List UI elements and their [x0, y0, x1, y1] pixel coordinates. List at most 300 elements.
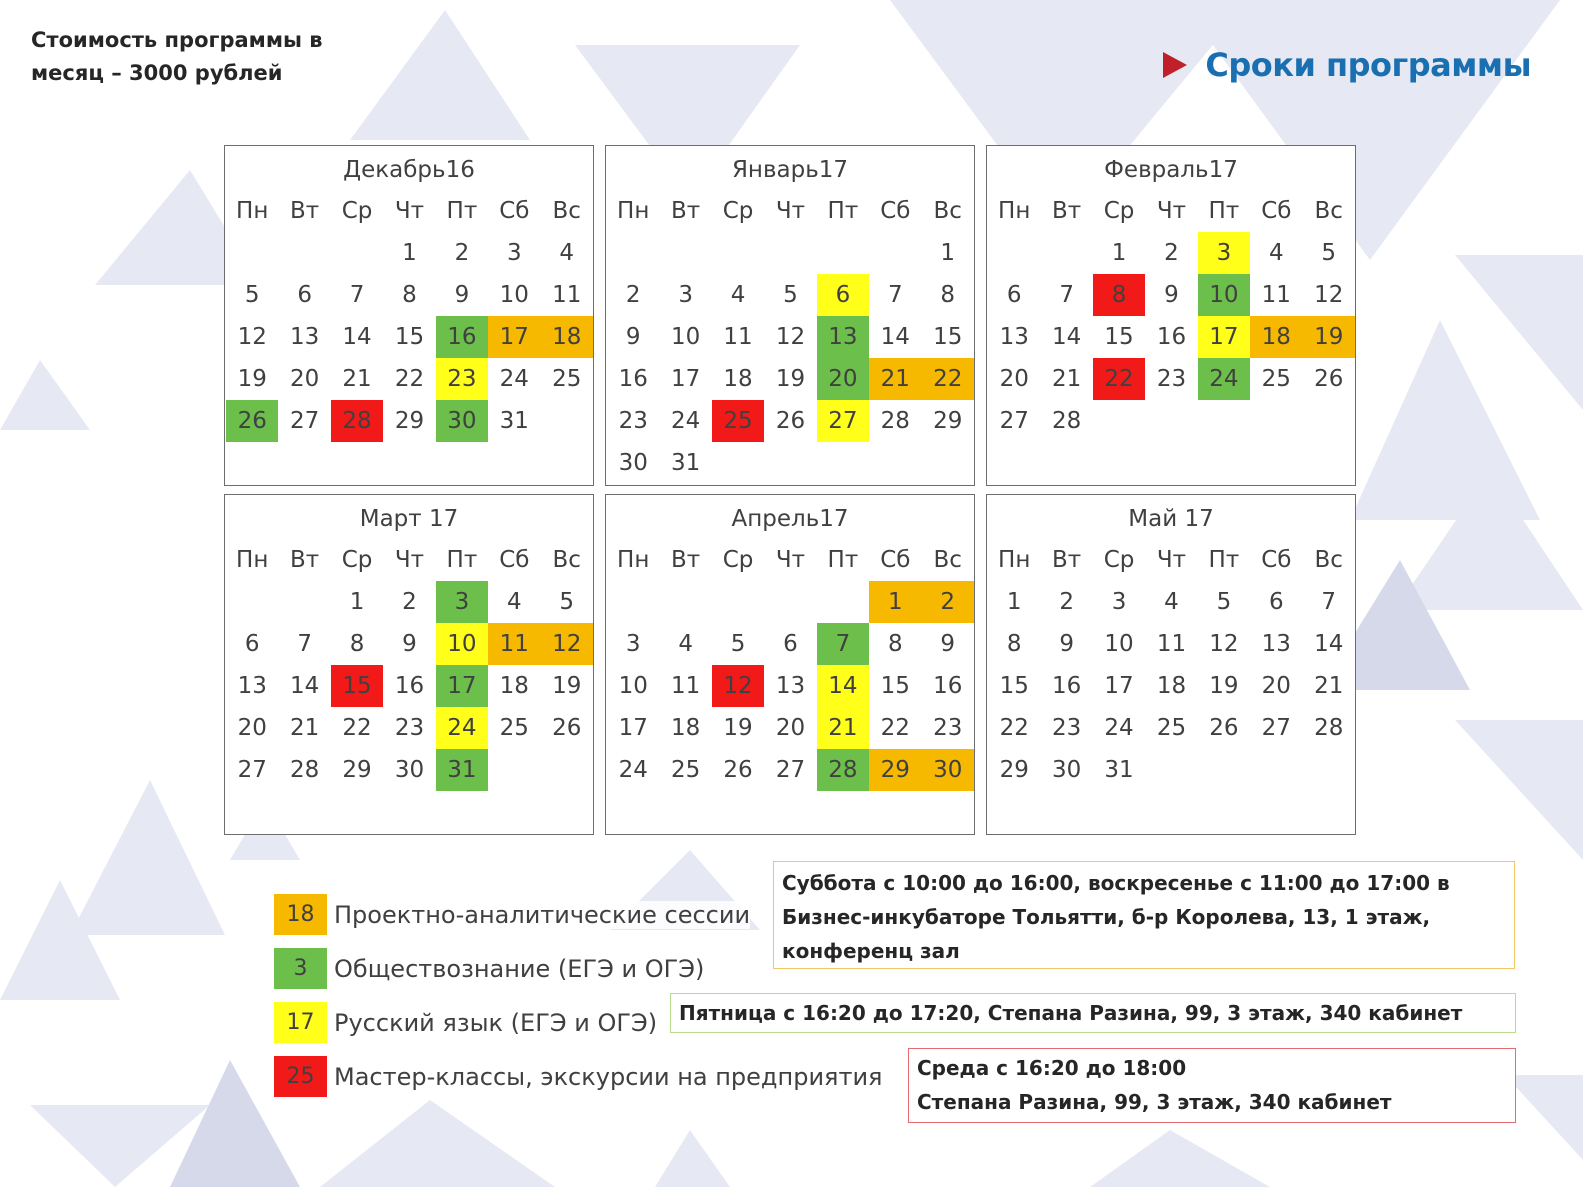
- day-cell: 22: [999, 715, 1029, 741]
- day-cell: 17: [1104, 673, 1134, 699]
- day-cell: 4: [1164, 589, 1179, 615]
- day-cell: 23: [1156, 366, 1187, 392]
- day-cell: 15: [880, 673, 910, 699]
- week-row: [988, 623, 1355, 665]
- empty-day-cell: [659, 581, 711, 623]
- day-cell: 31: [436, 749, 488, 791]
- legend-label: Обществознание (ЕГЭ и ОГЭ): [334, 954, 705, 983]
- day-cell: 28: [289, 757, 320, 783]
- empty-day-cell: [712, 232, 764, 274]
- day-cell: 15: [999, 673, 1029, 699]
- empty-day-cell: [541, 749, 593, 791]
- day-cell: 29: [394, 408, 425, 434]
- day-cell: 17: [488, 316, 540, 358]
- day-cell: 19: [237, 366, 267, 392]
- legend-label: Проектно-аналитические сессии: [334, 900, 751, 929]
- weekday-label: Вт: [1052, 198, 1082, 224]
- day-cell: 3: [1198, 232, 1250, 274]
- empty-day-cell: [817, 581, 869, 623]
- day-cell: 16: [933, 673, 963, 699]
- day-cell: 19: [552, 673, 582, 699]
- day-cell: 11: [488, 623, 540, 665]
- week-row: [226, 274, 593, 316]
- empty-day-cell: [869, 232, 921, 274]
- day-cell: 16: [1156, 324, 1187, 350]
- day-cell: 3: [507, 240, 522, 266]
- weekday-label: Вс: [1314, 547, 1343, 573]
- info-box-wednesday: [908, 1048, 1516, 1123]
- day-cell: 21: [289, 715, 320, 741]
- empty-day-cell: [607, 581, 659, 623]
- day-cell: 23: [394, 715, 425, 741]
- day-cell: 10: [499, 282, 529, 308]
- weekday-label: Ср: [722, 547, 754, 573]
- day-cell: 27: [289, 408, 320, 434]
- weekday-label: Ср: [341, 547, 373, 573]
- day-cell: 8: [1093, 274, 1145, 316]
- day-cell: 13: [999, 324, 1029, 350]
- day-cell: 2: [922, 581, 974, 623]
- day-cell: 18: [499, 673, 529, 699]
- day-cell: 21: [817, 707, 869, 749]
- day-cell: 14: [880, 324, 910, 350]
- day-cell: 7: [817, 623, 869, 665]
- day-cell: 6: [297, 282, 312, 308]
- day-cell: 5: [559, 589, 575, 615]
- day-cell: 9: [625, 324, 641, 350]
- day-cell: 18: [670, 715, 701, 741]
- info-weekend-line-3: конференц зал: [782, 939, 960, 963]
- weekday-label: Вс: [552, 547, 581, 573]
- day-cell: 27: [1261, 715, 1291, 741]
- day-cell: 8: [349, 631, 365, 657]
- empty-day-cell: [278, 581, 330, 623]
- day-cell: 4: [507, 589, 522, 615]
- weekday-header: [988, 539, 1355, 581]
- month-name: Март 17: [359, 506, 459, 532]
- day-cell: 30: [618, 450, 648, 476]
- day-cell: 1: [1111, 240, 1127, 266]
- empty-day-cell: [607, 232, 659, 274]
- month-calendar: [224, 494, 594, 835]
- day-cell: 17: [618, 715, 648, 741]
- day-cell: 2: [402, 589, 417, 615]
- week-row: [607, 581, 974, 623]
- day-cell: 3: [625, 631, 641, 657]
- week-row: [226, 316, 593, 358]
- weekday-label: Пт: [1208, 198, 1240, 224]
- day-cell: 29: [933, 408, 963, 434]
- day-cell: 19: [1303, 316, 1355, 358]
- day-cell: 21: [869, 358, 921, 400]
- day-cell: 11: [670, 673, 701, 699]
- day-cell: 19: [775, 366, 806, 392]
- month-name: Май 17: [1128, 506, 1214, 532]
- weekday-label: Ср: [1103, 547, 1135, 573]
- day-cell: 31: [670, 450, 701, 476]
- day-cell: 24: [670, 408, 701, 434]
- price-line-2: месяц – 3000 рублей: [31, 61, 283, 85]
- day-cell: 14: [289, 673, 320, 699]
- day-cell: 4: [730, 282, 746, 308]
- weekday-label: Чт: [394, 198, 425, 224]
- day-cell: 25: [552, 366, 582, 392]
- empty-day-cell: [817, 442, 869, 484]
- weekday-label: Вс: [552, 198, 581, 224]
- day-cell: 26: [1209, 715, 1239, 741]
- weekday-label: Пт: [1208, 547, 1240, 573]
- day-cell: 7: [297, 631, 312, 657]
- day-cell: 16: [436, 316, 488, 358]
- weekday-label: Пн: [998, 198, 1031, 224]
- day-cell: 8: [402, 282, 417, 308]
- weekday-header: [226, 190, 593, 232]
- week-row: [988, 316, 1355, 358]
- empty-day-cell: [922, 442, 974, 484]
- day-cell: 13: [289, 324, 320, 350]
- day-cell: 24: [436, 707, 488, 749]
- day-cell: 15: [331, 665, 383, 707]
- empty-day-cell: [1040, 232, 1092, 274]
- empty-day-cell: [1303, 749, 1355, 791]
- day-cell: 9: [1164, 282, 1179, 308]
- day-cell: 20: [817, 358, 869, 400]
- day-cell: 29: [999, 757, 1029, 783]
- day-cell: 19: [723, 715, 753, 741]
- weekday-label: Сб: [499, 198, 530, 224]
- weekday-label: Вс: [933, 198, 962, 224]
- month-name: Апрель17: [731, 506, 849, 532]
- weekday-label: Пн: [617, 198, 650, 224]
- day-cell: 9: [454, 282, 470, 308]
- day-cell: 13: [1261, 631, 1291, 657]
- week-row: [988, 707, 1355, 749]
- day-cell: 12: [712, 665, 764, 707]
- empty-day-cell: [1198, 400, 1250, 442]
- day-cell: 9: [940, 631, 956, 657]
- week-row: [988, 232, 1355, 274]
- day-cell: 11: [723, 324, 753, 350]
- day-cell: 28: [1051, 408, 1082, 434]
- price-line-1: Стоимость программы в: [31, 28, 323, 52]
- weekday-label: Ср: [341, 198, 373, 224]
- week-row: [607, 274, 974, 316]
- day-cell: 16: [394, 673, 425, 699]
- day-cell: 3: [678, 282, 693, 308]
- day-cell: 27: [237, 757, 267, 783]
- day-cell: 18: [1156, 673, 1187, 699]
- empty-day-cell: [488, 749, 540, 791]
- day-cell: 1: [869, 581, 921, 623]
- month-calendar: [986, 494, 1356, 835]
- day-cell: 24: [1104, 715, 1134, 741]
- day-cell: 14: [817, 665, 869, 707]
- week-row: [988, 358, 1355, 400]
- month-calendar: [224, 145, 594, 486]
- day-cell: 25: [499, 715, 529, 741]
- day-cell: 27: [999, 408, 1029, 434]
- day-cell: 22: [922, 358, 974, 400]
- weekday-label: Пн: [998, 547, 1031, 573]
- week-row: [607, 358, 974, 400]
- empty-day-cell: [764, 581, 816, 623]
- day-cell: 7: [1059, 282, 1074, 308]
- day-cell: 25: [1261, 366, 1291, 392]
- info-weekend-line-1: Суббота с 10:00 до 16:00, воскресенье с 11:00 до 17:00 в: [782, 871, 1450, 895]
- day-cell: 23: [618, 408, 648, 434]
- week-row: [226, 400, 593, 442]
- day-cell: 1: [1006, 589, 1022, 615]
- day-cell: 2: [1059, 589, 1074, 615]
- empty-day-cell: [331, 232, 383, 274]
- week-row: [607, 707, 974, 749]
- weekday-label: Сб: [1261, 547, 1292, 573]
- week-row: [988, 581, 1355, 623]
- day-cell: 8: [1006, 631, 1022, 657]
- weekday-label: Вт: [290, 547, 320, 573]
- weekday-label: Вт: [671, 198, 701, 224]
- day-cell: 28: [331, 400, 383, 442]
- info-wednesday-line-2: Степана Разина, 99, 3 этаж, 340 кабинет: [917, 1090, 1392, 1114]
- day-cell: 6: [1269, 589, 1284, 615]
- legend-swatch: 18: [274, 894, 327, 935]
- empty-day-cell: [764, 232, 816, 274]
- day-cell: 30: [394, 757, 425, 783]
- day-cell: 12: [775, 324, 806, 350]
- day-cell: 31: [1104, 757, 1134, 783]
- weekday-label: Вс: [933, 547, 962, 573]
- day-cell: 24: [499, 366, 529, 392]
- day-cell: 21: [1051, 366, 1082, 392]
- empty-day-cell: [869, 442, 921, 484]
- month-name: Февраль17: [1104, 157, 1238, 183]
- info-wednesday-line-1: Среда с 16:20 до 18:00: [917, 1056, 1187, 1080]
- day-cell: 28: [880, 408, 910, 434]
- day-cell: 2: [454, 240, 470, 266]
- program-terms-heading: [1163, 46, 1531, 84]
- day-cell: 21: [1314, 673, 1344, 699]
- weekday-label: Чт: [775, 198, 806, 224]
- day-cell: 12: [1209, 631, 1239, 657]
- day-cell: 27: [817, 400, 869, 442]
- day-cell: 4: [559, 240, 575, 266]
- weekday-header: [226, 539, 593, 581]
- empty-day-cell: [1145, 749, 1197, 791]
- day-cell: 13: [817, 316, 869, 358]
- day-cell: 28: [1314, 715, 1344, 741]
- day-cell: 28: [817, 749, 869, 791]
- day-cell: 6: [244, 631, 260, 657]
- legend-swatch: 3: [274, 948, 327, 989]
- day-cell: 22: [342, 715, 372, 741]
- day-cell: 27: [775, 757, 806, 783]
- day-cell: 9: [402, 631, 417, 657]
- day-cell: 10: [618, 673, 648, 699]
- day-cell: 2: [625, 282, 641, 308]
- day-cell: 7: [888, 282, 903, 308]
- empty-day-cell: [1145, 400, 1197, 442]
- day-cell: 17: [436, 665, 488, 707]
- weekday-label: Пт: [446, 198, 478, 224]
- day-cell: 6: [1006, 282, 1022, 308]
- day-cell: 6: [817, 274, 869, 316]
- info-friday-line: Пятница с 16:20 до 17:20, Степана Разина, 99, 3 этаж, 340 кабинет: [679, 1001, 1463, 1025]
- day-cell: 26: [552, 715, 582, 741]
- day-cell: 31: [499, 408, 529, 434]
- week-row: [226, 707, 593, 749]
- day-cell: 15: [1104, 324, 1134, 350]
- month-calendar: [605, 494, 975, 835]
- empty-day-cell: [1250, 749, 1302, 791]
- weekday-label: Сб: [880, 198, 911, 224]
- weekday-label: Пн: [236, 198, 269, 224]
- day-cell: 13: [775, 673, 806, 699]
- legend-label: Русский язык (ЕГЭ и ОГЭ): [334, 1008, 658, 1037]
- day-cell: 3: [1111, 589, 1127, 615]
- empty-day-cell: [988, 232, 1040, 274]
- weekday-label: Вт: [290, 198, 320, 224]
- week-row: [226, 581, 593, 623]
- day-cell: 5: [244, 282, 260, 308]
- day-cell: 1: [349, 589, 365, 615]
- week-row: [607, 400, 974, 442]
- day-cell: 7: [1321, 589, 1337, 615]
- week-row: [226, 749, 593, 791]
- day-cell: 24: [618, 757, 648, 783]
- day-cell: 5: [783, 282, 798, 308]
- empty-day-cell: [712, 581, 764, 623]
- day-cell: 1: [940, 240, 956, 266]
- weekday-label: Пн: [236, 547, 269, 573]
- legend-item: [274, 1050, 883, 1103]
- week-row: [226, 623, 593, 665]
- empty-day-cell: [1093, 400, 1145, 442]
- day-cell: 23: [436, 358, 488, 400]
- day-cell: 30: [436, 400, 488, 442]
- day-cell: 30: [922, 749, 974, 791]
- week-row: [988, 400, 1355, 442]
- play-arrow-icon: [1163, 52, 1187, 78]
- day-cell: 15: [394, 324, 425, 350]
- week-row: [607, 316, 974, 358]
- day-cell: 22: [1093, 358, 1145, 400]
- day-cell: 15: [933, 324, 963, 350]
- day-cell: 20: [1261, 673, 1291, 699]
- day-cell: 24: [1198, 358, 1250, 400]
- week-row: [226, 232, 593, 274]
- day-cell: 22: [394, 366, 425, 392]
- day-cell: 23: [1051, 715, 1082, 741]
- day-cell: 2: [1164, 240, 1179, 266]
- day-cell: 23: [933, 715, 963, 741]
- weekday-label: Чт: [394, 547, 425, 573]
- week-row: [226, 665, 593, 707]
- week-row: [988, 665, 1355, 707]
- weekday-label: Чт: [775, 547, 806, 573]
- day-cell: 18: [1250, 316, 1302, 358]
- day-cell: 4: [1269, 240, 1284, 266]
- info-box-weekend: [773, 861, 1515, 969]
- week-row: [988, 749, 1355, 791]
- empty-day-cell: [712, 442, 764, 484]
- weekday-header: [607, 190, 974, 232]
- empty-day-cell: [278, 232, 330, 274]
- day-cell: 29: [869, 749, 921, 791]
- day-cell: 19: [1209, 673, 1239, 699]
- weekday-label: Вт: [671, 547, 701, 573]
- day-cell: 26: [226, 400, 278, 442]
- empty-day-cell: [817, 232, 869, 274]
- week-row: [607, 232, 974, 274]
- empty-day-cell: [226, 232, 278, 274]
- day-cell: 22: [880, 715, 910, 741]
- day-cell: 12: [1314, 282, 1344, 308]
- day-cell: 14: [342, 324, 372, 350]
- day-cell: 26: [723, 757, 753, 783]
- day-cell: 6: [783, 631, 798, 657]
- day-cell: 16: [618, 366, 648, 392]
- calendar-grid: [224, 145, 1356, 835]
- weekday-label: Пт: [827, 547, 859, 573]
- day-cell: 20: [775, 715, 806, 741]
- day-cell: 11: [1156, 631, 1187, 657]
- empty-day-cell: [226, 581, 278, 623]
- info-weekend-line-2: Бизнес-инкубаторе Тольятти, б-р Королева, 13, 1 этаж,: [782, 905, 1431, 929]
- weekday-label: Чт: [1156, 198, 1187, 224]
- weekday-label: Пн: [617, 547, 650, 573]
- empty-day-cell: [541, 400, 593, 442]
- day-cell: 3: [436, 581, 488, 623]
- day-cell: 12: [541, 623, 593, 665]
- month-name: Декабрь16: [343, 157, 475, 183]
- day-cell: 16: [1051, 673, 1082, 699]
- weekday-header: [988, 190, 1355, 232]
- day-cell: 20: [237, 715, 267, 741]
- day-cell: 9: [1059, 631, 1074, 657]
- day-cell: 5: [1216, 589, 1232, 615]
- weekday-label: Чт: [1156, 547, 1187, 573]
- day-cell: 8: [888, 631, 903, 657]
- day-cell: 20: [289, 366, 320, 392]
- weekday-label: Ср: [722, 198, 754, 224]
- day-cell: 10: [670, 324, 701, 350]
- day-cell: 14: [1051, 324, 1082, 350]
- day-cell: 13: [237, 673, 267, 699]
- info-box-friday: [670, 993, 1516, 1033]
- legend-label: Мастер-классы, экскурсии на предприятия: [334, 1062, 883, 1091]
- day-cell: 1: [402, 240, 417, 266]
- day-cell: 20: [999, 366, 1029, 392]
- weekday-label: Сб: [1261, 198, 1292, 224]
- day-cell: 18: [541, 316, 593, 358]
- empty-day-cell: [659, 232, 711, 274]
- week-row: [607, 665, 974, 707]
- day-cell: 17: [1198, 316, 1250, 358]
- day-cell: 14: [1314, 631, 1344, 657]
- weekday-label: Ср: [1103, 198, 1135, 224]
- month-calendar: [605, 145, 975, 486]
- price-text: [31, 24, 323, 90]
- legend-swatch: 25: [274, 1056, 327, 1097]
- month-name: Январь17: [731, 157, 849, 183]
- week-row: [226, 358, 593, 400]
- week-row: [988, 274, 1355, 316]
- weekday-label: Сб: [880, 547, 911, 573]
- day-cell: 5: [730, 631, 746, 657]
- day-cell: 11: [1261, 282, 1291, 308]
- day-cell: 26: [1314, 366, 1344, 392]
- week-row: [607, 749, 974, 791]
